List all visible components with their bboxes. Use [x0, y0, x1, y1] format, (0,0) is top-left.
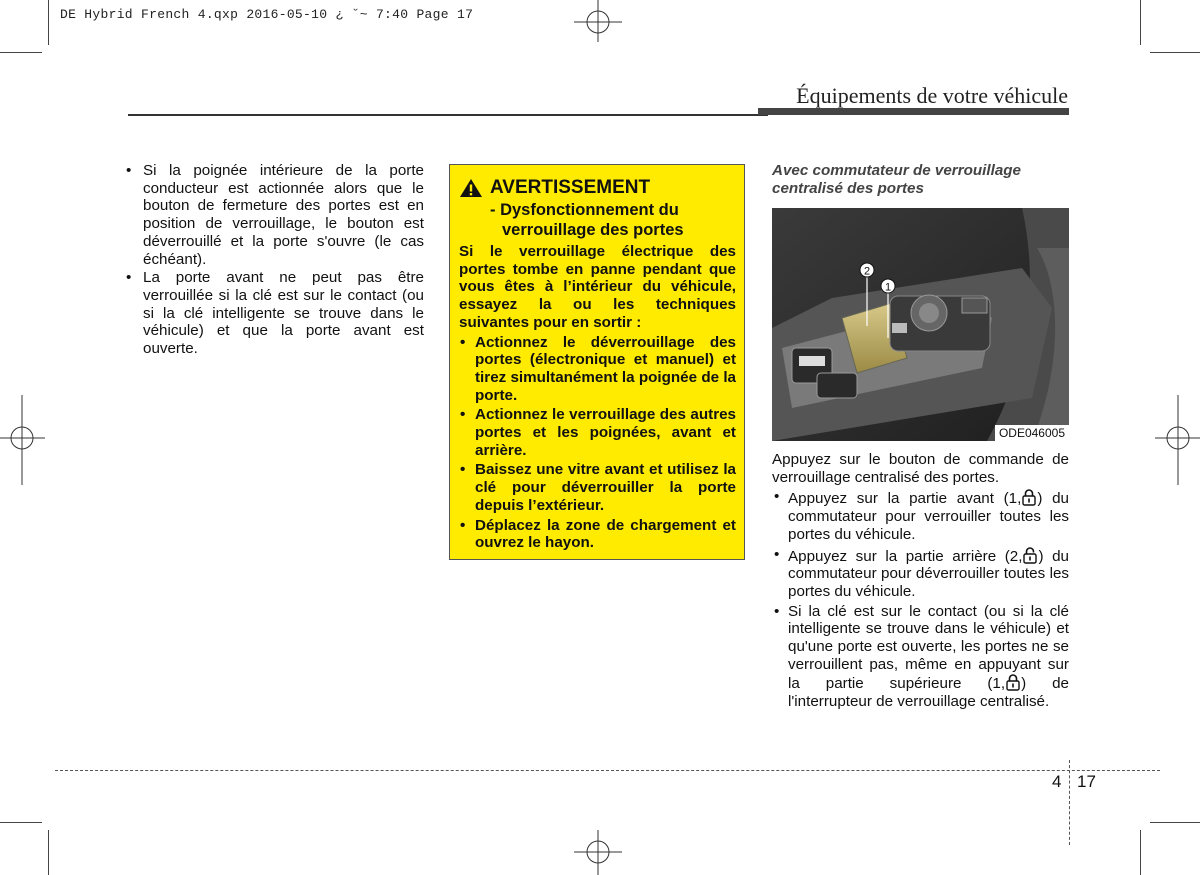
- right-column: [772, 162, 1070, 711]
- registration-mark-icon: [574, 0, 622, 42]
- bullet-item: [772, 603, 1069, 711]
- registration-mark-icon: [574, 830, 622, 875]
- page-header-title: Équipements de votre véhicule: [796, 83, 1068, 108]
- crop-mark: [48, 830, 49, 875]
- warning-list-item: • Actionnez le verrouillage des autres portes et les poignées, avant et arrière.: [459, 406, 736, 459]
- crop-mark: [0, 822, 42, 823]
- bullet-text: Appuyez sur la partie arrière (2,: [788, 547, 1023, 565]
- left-column: [124, 162, 424, 358]
- warning-list-item: • Déplacez la zone de chargement et ouvrez le hayon.: [459, 517, 736, 552]
- warning-list-item: • Baissez une vitre avant et utilisez la clé pour déverrouiller la porte depuis l’extérieur.: [459, 461, 736, 514]
- bullet-item: • Si la poignée intérieure de la porte conducteur est actionnée alors que le bouton de fermeture des portes est en position de verrouillage, le bouton est déverrouillé et la porte s'ouvre (le cas échéant).: [124, 162, 424, 268]
- bullet-text: ) de l'interrupteur de verrouillage centralisé.: [788, 675, 1069, 711]
- photo-callout-1: 1: [884, 281, 892, 294]
- crop-mark: [1140, 830, 1141, 875]
- crop-mark: [1150, 52, 1200, 53]
- warning-box: [449, 164, 745, 560]
- registration-mark-icon: [0, 395, 45, 485]
- warning-subheading-line: - Dysfonctionnement du: [490, 201, 679, 219]
- print-slug: DE Hybrid French 4.qxp 2016-05-10 ¿ ˘~ 7:40 Page 17: [60, 7, 474, 22]
- photo-code: ODE046005: [995, 425, 1069, 441]
- footer-divider: [1069, 760, 1070, 845]
- warning-subheading-line: verrouillage des portes: [502, 221, 684, 239]
- instruction-intro: Appuyez sur le bouton de commande de verrouillage centralisé des portes.: [772, 451, 1069, 486]
- right-column-text: [772, 451, 1069, 711]
- footer-rule: [55, 770, 1160, 771]
- section-subtitle: Avec commutateur de verrouillage centralisé des portes: [772, 162, 1021, 197]
- crop-mark: [48, 0, 49, 45]
- page-section-number: 4: [1052, 772, 1062, 791]
- bullet-item: [772, 546, 1069, 601]
- door-switch-photo: [772, 208, 1069, 441]
- bullet-text: ) du commutateur pour verrouiller toutes les portes du véhicule.: [788, 490, 1070, 543]
- lock-open-icon: [1023, 546, 1037, 564]
- crop-mark: [1150, 822, 1200, 823]
- warning-list-item: • Actionnez le déverrouillage des portes (électronique et manuel) et tirez simultanément la poignée de la porte.: [459, 334, 736, 405]
- photo-callout-2: 2: [863, 265, 871, 278]
- warning-triangle-icon: [459, 178, 483, 198]
- door-panel-illustration: [772, 208, 1069, 441]
- bullet-item: [772, 488, 1069, 543]
- bullet-item: • La porte avant ne peut pas être verrouillée si la clé est sur le contact (ou si la clé intelligente se trouve dans le véhicule) et que la porte avant est ouverte.: [124, 269, 424, 358]
- crop-mark: [0, 52, 42, 53]
- warning-subheading: [459, 200, 736, 240]
- bullet-text: Si la clé est sur le contact (ou si la clé intelligente se trouve dans le véhicule) et qu'une porte est ouverte, les portes ne se verrouillent pas, même en appuyant sur la partie supérieure (1,: [788, 602, 1069, 693]
- lock-closed-icon: [1022, 488, 1036, 506]
- warning-heading: [459, 177, 736, 199]
- bullet-text: Appuyez sur la partie avant (1,: [788, 490, 1022, 508]
- warning-heading-text: AVERTISSEMENT: [490, 177, 651, 198]
- lock-closed-icon: [1006, 673, 1020, 691]
- warning-intro: Si le verrouillage électrique des portes tombe en panne pendant que vous êtes à l’intérieur du véhicule, essayez la ou les techniques suivantes pour en sortir :: [459, 243, 736, 331]
- bullet-text: ) du commutateur pour déverrouiller toutes les portes du véhicule.: [788, 547, 1069, 600]
- header-rule: [128, 114, 768, 116]
- registration-mark-icon: [1155, 395, 1200, 485]
- header-rule-thick: [758, 108, 1069, 115]
- page-number: 17: [1077, 772, 1096, 791]
- crop-mark: [1140, 0, 1141, 45]
